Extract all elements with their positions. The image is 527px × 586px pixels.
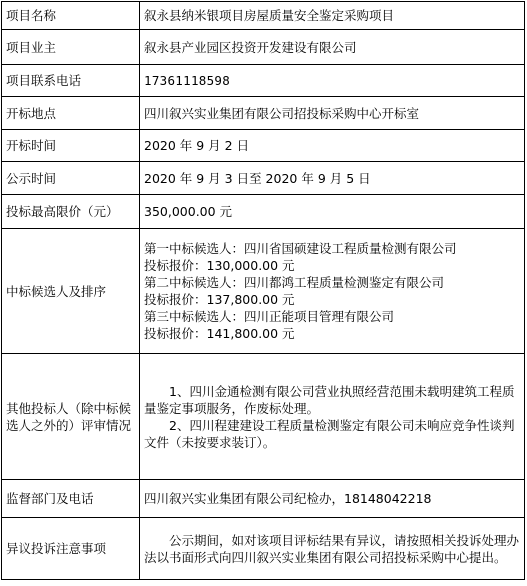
row-value-max-price: 350,000.00 元 — [140, 195, 525, 229]
row-value-project-owner: 叙永县产业园区投资开发建设有限公司 — [140, 30, 525, 65]
row-value-publicity-time: 2020 年 9 月 3 日至 2020 年 9 月 5 日 — [140, 162, 525, 195]
candidate-2-name: 第二中标候选人：四川都鸿工程质量检测鉴定有限公司 — [144, 275, 445, 290]
table-row — [2, 2, 525, 30]
row-label-opening-time: 开标时间 — [2, 130, 140, 162]
other-bidder-note-1: 1、四川金通检测有限公司营业执照经营范围未载明建筑工程质量鉴定事项服务，作废标处理。 — [144, 383, 515, 416]
row-value-contact-phone: 17361118598 — [140, 65, 525, 97]
row-value-project-name: 叙永县纳米银项目房屋质量安全鉴定采购项目 — [140, 2, 525, 30]
row-value-supervision: 四川叙兴实业集团有限公司纪检办，18148042218 — [140, 480, 525, 518]
table-row — [2, 97, 525, 130]
row-label-project-name: 项目名称 — [2, 2, 140, 30]
candidate-1-name: 第一中标候选人：四川省国硕建设工程质量检测有限公司 — [144, 241, 457, 256]
table-row — [2, 30, 525, 65]
row-value-opening-location: 四川叙兴实业集团有限公司招投标采购中心开标室 — [140, 97, 525, 130]
row-label-max-price: 投标最高限价（元） — [2, 195, 140, 229]
table-row — [2, 195, 525, 229]
row-label-candidates: 中标候选人及排序 — [2, 229, 140, 354]
candidate-3-name: 第三中标候选人：四川正能项目管理有限公司 — [144, 309, 395, 324]
row-label-other-bidders: 其他投标人（除中标候选人之外的）评审情况 — [2, 354, 140, 480]
candidate-1-price: 投标报价：130,000.00 元 — [144, 258, 295, 273]
table-row — [2, 354, 525, 480]
other-bidder-note-2: 2、四川程建建设工程质量检测鉴定有限公司未响应竞争性谈判文件（未按要求装订）。 — [144, 417, 515, 450]
row-label-opening-location: 开标地点 — [2, 97, 140, 130]
row-value-candidates — [140, 229, 525, 354]
table-row — [2, 229, 525, 354]
table-row — [2, 130, 525, 162]
bid-result-table — [1, 1, 525, 580]
row-label-publicity-time: 公示时间 — [2, 162, 140, 195]
table-row — [2, 518, 525, 580]
candidate-3-price: 投标报价：141,800.00 元 — [144, 326, 295, 341]
row-label-supervision: 监督部门及电话 — [2, 480, 140, 518]
table-row — [2, 162, 525, 195]
row-label-objection: 异议投诉注意事项 — [2, 518, 140, 580]
row-value-other-bidders — [140, 354, 525, 480]
row-value-objection: 公示期间，如对该项目评标结果有异议，请按照相关投诉处理办法以书面形式向四川叙兴实业集团有限公司招投标采购中心提出。 — [140, 518, 525, 580]
table-row — [2, 480, 525, 518]
row-value-opening-time: 2020 年 9 月 2 日 — [140, 130, 525, 162]
candidate-2-price: 投标报价：137,800.00 元 — [144, 292, 295, 307]
row-label-project-owner: 项目业主 — [2, 30, 140, 65]
row-label-contact-phone: 项目联系电话 — [2, 65, 140, 97]
table-row — [2, 65, 525, 97]
